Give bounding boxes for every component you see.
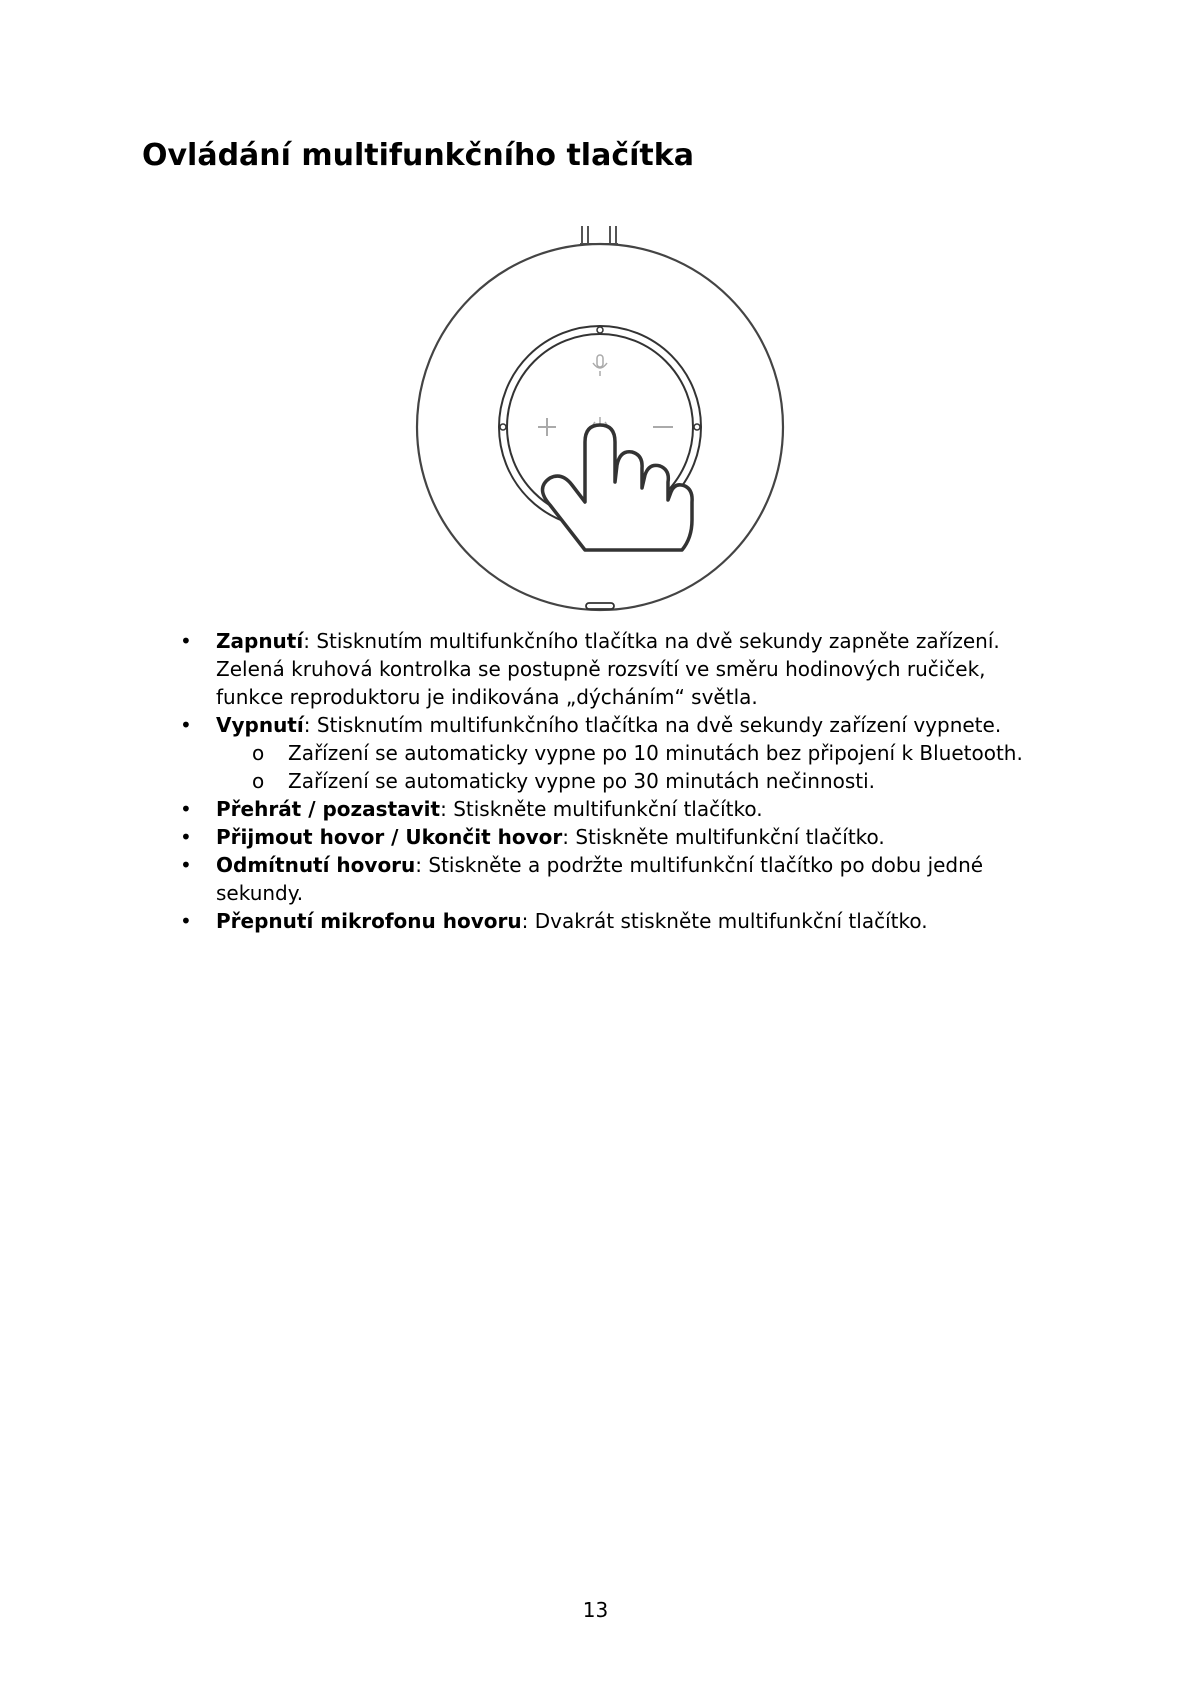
ring-dot-top [597, 327, 603, 333]
item-label: Zapnutí [216, 629, 304, 653]
list-item [176, 627, 1056, 711]
item-label: Odmítnutí hovoru [216, 853, 416, 877]
list-item [176, 851, 1056, 907]
item-text: : Stiskněte multifunkční tlačítko. [562, 825, 885, 849]
page-number: 13 [582, 1598, 609, 1622]
item-text: : Stiskněte a podržte multifunkční tlačítko po dobu jedné sekundy. [216, 853, 984, 905]
list-item [176, 823, 1056, 851]
item-label: Přepnutí mikrofonu hovoru [216, 909, 522, 933]
list-item [176, 907, 1056, 935]
speaker-top-illustration [400, 220, 800, 620]
list-item [176, 795, 1056, 823]
strap-loop [580, 226, 618, 244]
page-title: Ovládání multifunkčního tlačítka [142, 138, 694, 173]
item-text: : Stisknutím multifunkčního tlačítka na dvě sekundy zařízení vypnete. [303, 713, 1002, 737]
charging-port [586, 603, 614, 609]
instructions-list [176, 627, 1056, 935]
ring-dot-right [694, 424, 700, 430]
ring-dot-left [500, 424, 506, 430]
sub-list [216, 739, 1056, 795]
sub-list-item: o Zařízení se automaticky vypne po 30 minutách nečinnosti. [216, 767, 1056, 795]
item-label: Vypnutí [216, 713, 304, 737]
item-text: : Stisknutím multifunkčního tlačítka na dvě sekundy zapněte zařízení. Zelená kruhová kontrolka se postupně rozsvítí ve směru hodinových ručiček, funkce reproduktoru je indikována „dýcháním“ světla. [216, 629, 1000, 709]
item-label: Přijmout hovor / Ukončit hovor [216, 825, 563, 849]
sub-list-item: o Zařízení se automaticky vypne po 10 minutách bez připojení k Bluetooth. [216, 739, 1056, 767]
list-item [176, 711, 1056, 795]
item-label: Přehrát / pozastavit [216, 797, 441, 821]
item-text: : Stiskněte multifunkční tlačítko. [440, 797, 763, 821]
item-text: : Dvakrát stiskněte multifunkční tlačítko. [521, 909, 928, 933]
